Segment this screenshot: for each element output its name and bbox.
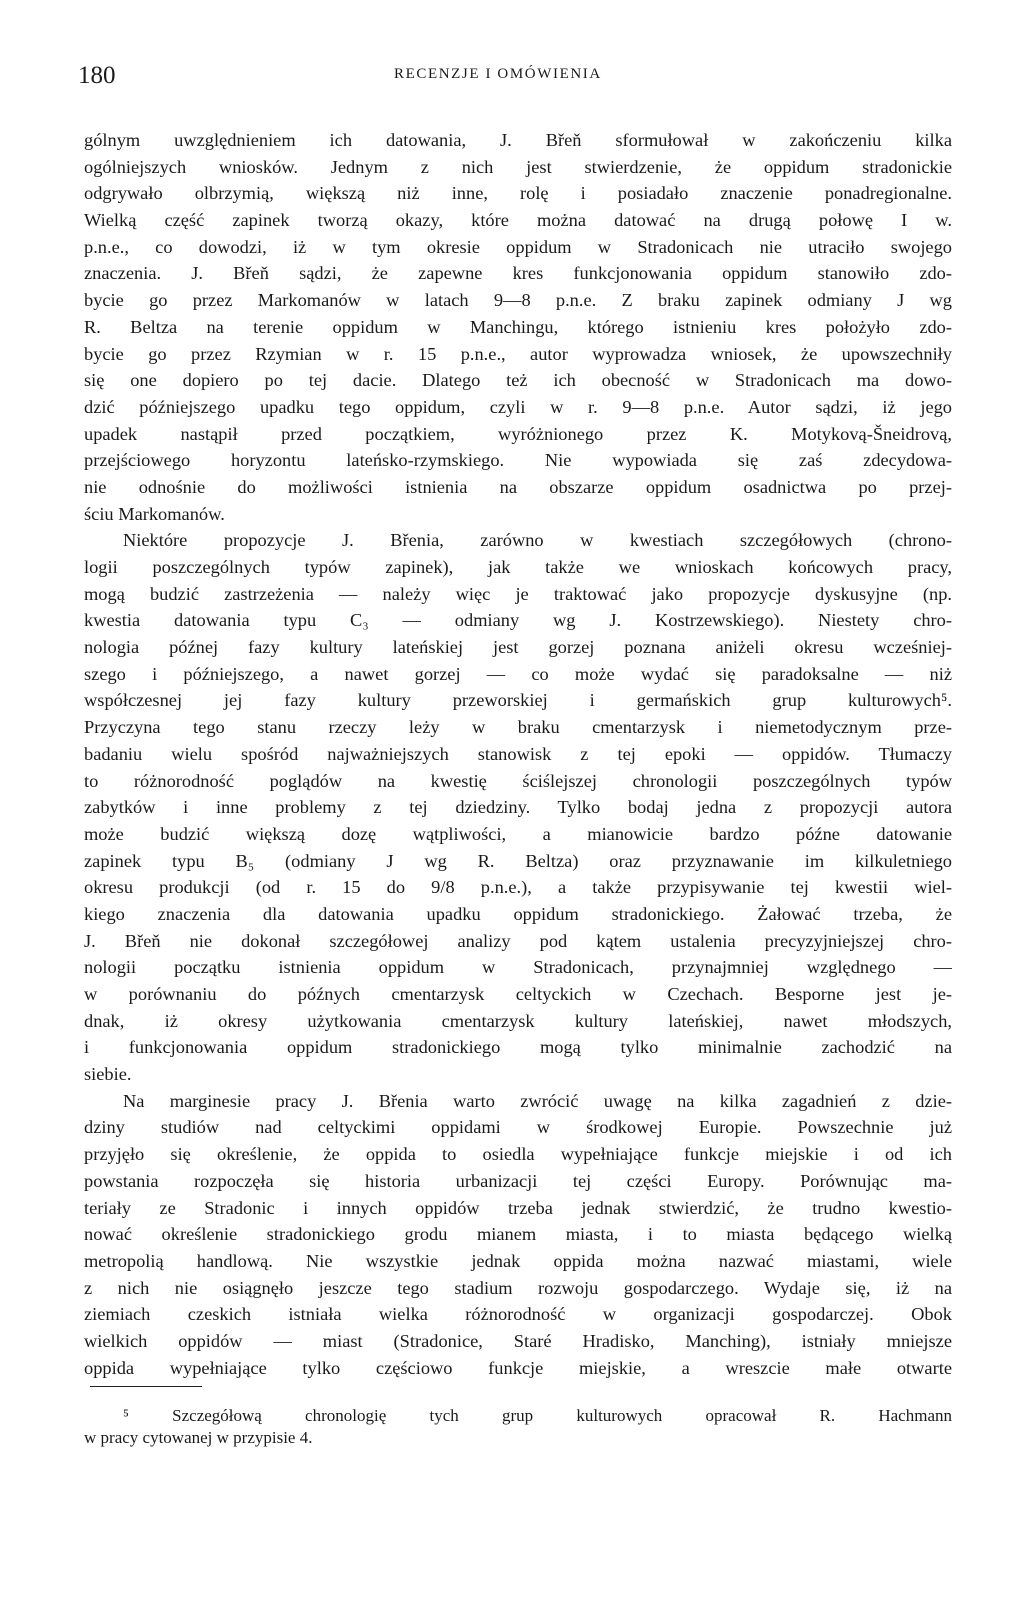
text-line: nie odnośnie do możliwości istnienia na obszarze oppidum osadnictwa po przej- — [84, 476, 952, 497]
text-line: przejściowego horyzontu lateńsko-rzymskiego. Nie wypowiada się zaś zdecydowa- — [84, 450, 952, 471]
text-line: logii poszczególnych typów zapinek), jak także we wnioskach końcowych pracy, — [84, 557, 952, 577]
text-line: zapinek typu B₅ (odmiany J wg R. Beltza) oraz przyznawanie im kilkuletniego — [84, 850, 952, 871]
running-head: RECENZJE I OMÓWIENIA — [394, 66, 602, 82]
text-line: nować określenie stradonickiego grodu mianem miasta, i to miasta będącego wielką — [84, 1224, 952, 1245]
main-text — [84, 127, 952, 1381]
text-line: kiego znaczenia dla datowania upadku oppidum stradonickiego. Żałować trzeba, że — [84, 903, 952, 924]
text-line: oppida wypełniające tylko częściowo funkcje miejskie, a wreszcie małe otwarte — [84, 1357, 952, 1378]
text-line: bycie go przez Markomanów w latach 9—8 p.n.e. Z braku zapinek odmiany J wg — [84, 290, 952, 311]
text-line: kwestia datowania typu C₃ — odmiany wg J. Kostrzewskiego). Niestety chro- — [84, 610, 952, 631]
text-line: znaczenia. J. Břeň sądzi, że zapewne kres funkcjonowania oppidum stanowiło zdo- — [84, 263, 952, 284]
footnote-line: ⁵ Szczegółową chronologię tych grup kulturowych opracował R. Hachmann — [123, 1406, 952, 1425]
text-line: teriały ze Stradonic i innych oppidów trzeba jednak stwierdzić, że trudno kwestio- — [84, 1197, 952, 1218]
text-line: Wielką część zapinek tworzą okazy, które można datować na drugą połowę I w. — [84, 210, 952, 231]
text-line: J. Břeň nie dokonał szczegółowej analizy pod kątem ustalenia precyzyjniejszej chro- — [84, 930, 952, 951]
text-line: Przyczyna tego stanu rzeczy leży w braku cmentarzysk i niemetodycznym prze- — [84, 717, 952, 738]
text-line: ściu Markomanów. — [84, 503, 225, 524]
text-line: badaniu wielu spośród najważniejszych stanowisk z tej epoki — oppidów. Tłumaczy — [84, 743, 952, 764]
text-line: upadek nastąpił przed początkiem, wyróżnionego przez K. Motykovą-Šneidrovą, — [84, 423, 952, 444]
text-line: wielkich oppidów — miast (Stradonice, Staré Hradisko, Manching), istniały mniejsze — [84, 1330, 952, 1351]
text-line: R. Beltza na terenie oppidum w Manchingu, którego istnieniu kres położyło zdo- — [84, 316, 952, 337]
text-line: odgrywało olbrzymią, większą niż inne, rolę i posiadało znaczenie ponadregionalne. — [84, 183, 952, 204]
text-line: Niektóre propozycje J. Břenia, zarówno w kwestiach szczegółowych (chrono- — [123, 530, 952, 551]
text-line: szego i późniejszego, a nawet gorzej — co może wydać się paradoksalne — niż — [84, 663, 952, 684]
text-line: może budzić większą dozę wątpliwości, a mianowicie bardzo późne datowanie — [84, 823, 952, 844]
text-line: w porównaniu do późnych cmentarzysk celtyckich w Czechach. Besporne jest je- — [84, 984, 952, 1004]
text-line: i funkcjonowania oppidum stradonickiego mogą tylko minimalnie zachodzić na — [84, 1037, 952, 1058]
text-line: dziny studiów nad celtyckimi oppidami w środkowej Europie. Powszechnie już — [84, 1117, 952, 1138]
page-header — [78, 62, 958, 92]
text-line: z nich nie osiągnęło jeszcze tego stadium rozwoju gospodarczego. Wydaje się, iż na — [84, 1277, 952, 1298]
text-line: metropolią handlową. Nie wszystkie jednak oppida można nazwać miastami, wiele — [84, 1250, 952, 1271]
text-line: Na marginesie pracy J. Břenia warto zwrócić uwagę na kilka zagadnień z dzie- — [123, 1090, 952, 1111]
footnote-line: w pracy cytowanej w przypisie 4. — [84, 1428, 313, 1447]
text-line: współczesnej jej fazy kultury przeworskiej i germańskich grup kulturowych⁵. — [84, 690, 952, 711]
text-line: ogólniejszych wniosków. Jednym z nich jest stwierdzenie, że oppidum stradonickie — [84, 156, 952, 177]
text-line: się one dopiero po tej dacie. Dlatego też ich obecność w Stradonicach ma dowo- — [84, 370, 952, 391]
text-line: gólnym uwzględnieniem ich datowania, J. Břeň sformułował w zakończeniu kilka — [84, 130, 952, 150]
text-line: dnak, iż okresy użytkowania cmentarzysk kultury lateńskiej, nawet młodszych, — [84, 1010, 952, 1031]
text-line: przyjęło się określenie, że oppida to osiedla wypełniające funkcje miejskie i od ich — [84, 1144, 952, 1165]
text-line: nologia późnej fazy kultury lateńskiej jest gorzej poznana aniżeli okresu wcześniej- — [84, 637, 952, 658]
text-line: powstania rozpoczęła się historia urbanizacji tej części Europy. Porównując ma- — [84, 1170, 952, 1191]
page-number: 180 — [78, 62, 116, 89]
text-line: siebie. — [84, 1064, 132, 1085]
text-line: bycie go przez Rzymian w r. 15 p.n.e., autor wyprowadza wniosek, że upowszechniły — [84, 343, 952, 364]
text-line: okresu produkcji (od r. 15 do 9/8 p.n.e.), a także przypisywanie tej kwestii wiel- — [84, 877, 952, 898]
text-line: to różnorodność poglądów na kwestię ściślejszej chronologii poszczególnych typów — [84, 770, 952, 791]
text-line: nologii początku istnienia oppidum w Stradonicach, przynajmniej względnego — — [84, 957, 952, 978]
footnote-separator — [90, 1386, 202, 1387]
footnote — [84, 1405, 952, 1449]
text-line: mogą budzić zastrzeżenia — należy więc je traktować jako propozycje dyskusyjne (np. — [84, 583, 952, 604]
text-line: p.n.e., co dowodzi, iż w tym okresie oppidum w Stradonicach nie utraciło swojego — [84, 236, 952, 257]
text-line: dzić późniejszego upadku tego oppidum, czyli w r. 9—8 p.n.e. Autor sądzi, iż jego — [84, 396, 952, 417]
text-line: zabytków i inne problemy z tej dziedziny. Tylko bodaj jedna z propozycji autora — [84, 797, 952, 818]
text-line: ziemiach czeskich istniała wielka różnorodność w organizacji gospodarczej. Obok — [84, 1304, 952, 1325]
